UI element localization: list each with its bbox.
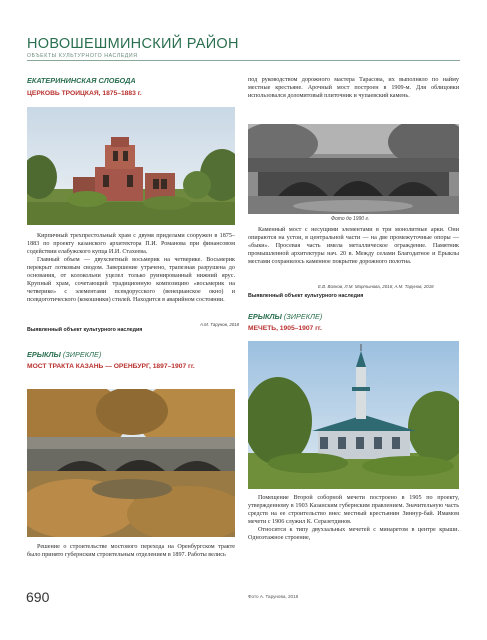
mosque-place-title xyxy=(248,312,322,321)
mosque-paragraph: Относится к типу двухзальных мечетей с минаретом в центре крыши. Одноэтажное строение, xyxy=(248,527,459,542)
church-description xyxy=(27,232,235,304)
page-title: НОВОШЕШМИНСКИЙ РАЙОН xyxy=(27,36,239,52)
author-credit: А.М. Тарунов, 2018 xyxy=(200,322,240,327)
bridge-author-credit: Е.В. Волков, Л.М. Мартынова, 2016; А.М. Тарунов, 2018 xyxy=(318,284,434,289)
mosque-place-alt: (ЗИРЕКЛЕ) xyxy=(283,312,323,321)
bridge-place-alt: (ЗИРЕКЛЕ) xyxy=(62,350,102,359)
bridge-continuation-text: под руководством дорожного мастера Тарасова, их выполняло по найму местные крестьяне. Арочный мост построен в 1909-м. Для облицовки использовался доломитовый плиточник и чупаевский камень. xyxy=(248,77,459,100)
mosque-object-title: МЕЧЕТЬ, 1905–1907 гг. xyxy=(248,325,322,332)
header-divider xyxy=(27,60,460,61)
old-bridge-photo xyxy=(248,124,459,214)
bridge-object-title: МОСТ ТРАКТА КАЗАНЬ — ОРЕНБУРГ, 1897–1907 гг. xyxy=(27,363,195,370)
bridge-place-name: ЕРЫКЛЫ xyxy=(27,350,61,359)
photo-caption: Фото до 1990 г. xyxy=(331,216,370,222)
object-title: ЦЕРКОВЬ ТРОИЦКАЯ, 1875–1883 г. xyxy=(27,90,142,97)
section-place-title: ЕКАТЕРИНИНСКАЯ СЛОБОДА xyxy=(27,76,136,85)
mosque-photo xyxy=(248,341,459,489)
bridge-history xyxy=(27,543,235,559)
bridge-continuation xyxy=(248,76,459,100)
mosque-place-name: ЕРЫКЛЫ xyxy=(248,312,282,321)
bridge-history-paragraph: Решение о строительстве мостового перехода на Оренбургском тракте было принято губернским строительным отделением в 1897. Работы велись xyxy=(27,544,235,559)
page-number: 690 xyxy=(26,589,50,605)
page-subtitle: ОБЪЕКТЫ КУЛЬТУРНОГО НАСЛЕДИЯ xyxy=(27,53,138,59)
bridge-photo xyxy=(27,389,235,537)
bridge-heritage-status: Выявленный объект культурного наследия xyxy=(248,293,364,299)
church-paragraph: Кирпичный трехпрестольный храм с двумя приделами сооружен в 1875–1883 по проекту казанского архитектора П.И. Романова при финансовом содействии елабужского купца И.И. Стахеева. xyxy=(27,233,235,256)
photo-credit: Фото А. Тарунова, 2018 xyxy=(248,594,299,599)
mosque-paragraph: Помещение Второй соборной мечети построено в 1905 по проекту, утвержденному в 1903 Казанским губернским правлением. Значительную часть средств на ее строительство внес местный крестьянин Зиннур-бай. Имамом мечети с 1906 служил К. Серазетдинов. xyxy=(248,495,459,526)
church-paragraph: Главный объем — двухсветный восьмерик на четверике. Восьмерик перекрыт лотковым сводом. Завершение утрачено, трапезная разрушена до основания, от колокольни уцелел только руинированный нижний ярус. Крупный храм, сочетающий традиционную композицию «восьмерик на четверике» с элементами псевдорусского (венецианское окно) и псевдоготического (кокошники) стилей. Находится в аварийном состоянии. xyxy=(27,257,235,304)
church-photo xyxy=(27,107,235,225)
bridge-description xyxy=(248,226,459,266)
mosque-description xyxy=(248,494,459,542)
bridge-paragraph: Каменный мост с несущими элементами в три монолитные арки. Они опираются на устои, в центральной части — на две промежуточные опоры — «быки». Просевая часть имела металлическое ограждение. Памятник промышленной архитектуры нач. 20 в. Между селами Благодатное и Ерыклы местами сохранилось каменное покрытие дорожного полотна. xyxy=(248,227,459,266)
heritage-status: Выявленный объект культурного наследия xyxy=(27,327,143,333)
bridge-place-title xyxy=(27,350,101,359)
